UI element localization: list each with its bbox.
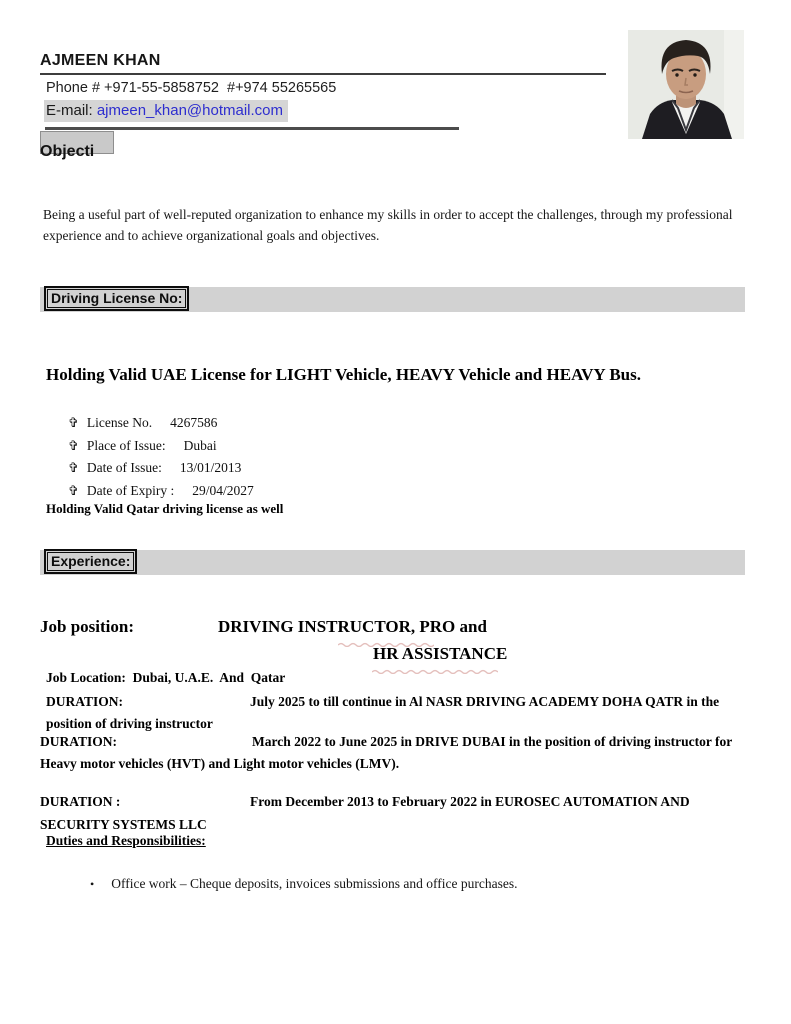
- license-field-label: Place of Issue:: [86, 437, 166, 453]
- list-item: [68, 413, 254, 436]
- driving-license-heading: Driving License No:: [47, 289, 186, 308]
- cross-bullet-icon: ✞: [68, 437, 79, 453]
- list-item: [68, 458, 254, 481]
- duration-paragraph: [40, 691, 752, 734]
- driving-license-section-bar: [40, 287, 745, 312]
- uae-license-heading: Holding Valid UAE License for LIGHT Vehicle, HEAVY Vehicle and HEAVY Bus.: [46, 365, 641, 384]
- duration-label: DURATION:: [40, 734, 117, 749]
- duration-label: DURATION:: [46, 694, 123, 709]
- person-name: AJMEEN KHAN: [40, 52, 161, 69]
- phone-line: Phone # +971-55-5858752 #+974 55265565: [46, 80, 337, 96]
- duration-text: From December 2013 to February 2022 in EUROSEC AUTOMATION AND SECURITY SYSTEMS LLC: [40, 794, 690, 832]
- license-field-value: Dubai: [183, 437, 217, 453]
- license-field-value: 29/04/2027: [192, 482, 254, 498]
- duty-text: Office work – Cheque deposits, invoices submissions and office purchases.: [111, 876, 518, 891]
- license-detail-list: [68, 413, 254, 503]
- name-underline-divider: [40, 73, 606, 75]
- qatar-license-note: Holding Valid Qatar driving license as well: [46, 501, 284, 516]
- job-position-title-line2: HR ASSISTANCE: [373, 644, 508, 663]
- license-field-value: 4267586: [170, 415, 218, 430]
- job-location-line: Job Location: Dubai, U.A.E. And Qatar: [46, 670, 286, 685]
- duration-text: March 2022 to June 2025 in DRIVE DUBAI in the position of driving instructor for Heavy motor vehicles (HVT) and Light motor vehicles (LMV).: [40, 734, 733, 771]
- email-line: [44, 100, 288, 122]
- duration-text: July 2025 to till continue in Al NASR DRIVING ACADEMY DOHA QATR in the position of driving instructor: [46, 694, 720, 731]
- spellcheck-squiggle-icon: [338, 641, 434, 647]
- experience-heading-box: [44, 549, 137, 574]
- email-label: E-mail:: [46, 102, 97, 119]
- driving-license-heading-box: [44, 286, 189, 311]
- list-item: [90, 876, 518, 892]
- spellcheck-squiggle-icon: [372, 668, 498, 674]
- cross-bullet-icon: ✞: [68, 482, 79, 498]
- job-position-title-line1: DRIVING INSTRUCTOR, PRO and: [218, 617, 487, 636]
- bullet-icon: •: [90, 877, 95, 891]
- experience-heading: Experience:: [47, 552, 134, 571]
- objective-heading: Objecti: [40, 143, 95, 160]
- list-item: [68, 481, 254, 504]
- duration-paragraph: [40, 731, 752, 774]
- duration-label: DURATION :: [40, 794, 121, 809]
- horizontal-divider: [45, 127, 459, 130]
- cross-bullet-icon: ✞: [68, 415, 79, 430]
- duration-paragraph: [40, 791, 706, 836]
- cross-bullet-icon: ✞: [68, 460, 79, 475]
- license-field-value: 13/01/2013: [179, 460, 242, 475]
- experience-section-bar: [40, 550, 745, 575]
- duties-heading: Duties and Responsibilities:: [46, 833, 206, 848]
- license-field-label: Date of Issue:: [86, 460, 162, 475]
- license-field-label: Date of Expiry :: [86, 482, 175, 498]
- objective-paragraph: Being a useful part of well-reputed organization to enhance my skills in order to accept the challenges, through my professional experience and to achieve organizational goals and objectives.: [43, 207, 733, 243]
- email-link[interactable]: ajmeen_khan@hotmail.com: [96, 102, 283, 119]
- license-field-label: License No.: [86, 415, 153, 430]
- portrait-photo: [628, 30, 744, 139]
- list-item: [68, 436, 254, 459]
- job-position-label: Job position:: [40, 617, 134, 636]
